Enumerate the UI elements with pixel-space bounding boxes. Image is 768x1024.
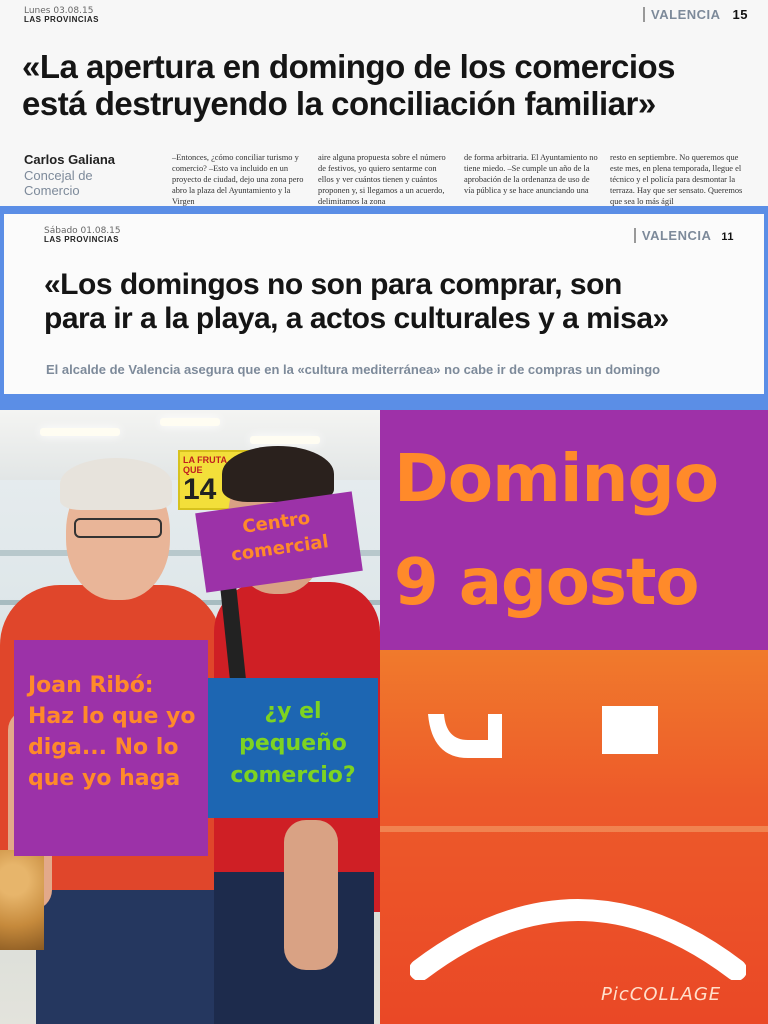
headline — [22, 48, 762, 122]
glasses — [74, 518, 162, 538]
divider — [0, 394, 768, 410]
article-column: aire alguna propuesta sobre el número de festivos, yo quiero sentarme con ellos y ver cuántos tienen y cuántos proponen y, si llegamos a un acuerdo, delimitamos la zona — [318, 153, 446, 206]
newspaper-name: LAS PROVINCIAS — [44, 235, 120, 244]
person-left-hair — [60, 458, 172, 510]
piccollage-watermark: PicCOLLAGE — [601, 984, 722, 1005]
sad-face-mouth-icon — [410, 880, 746, 980]
section-name: VALENCIA — [651, 7, 721, 22]
person-right-arm — [284, 820, 338, 970]
overlay-line: comercio? — [230, 763, 356, 788]
page-number: 11 — [721, 231, 734, 243]
newspaper-clipping-2 — [0, 214, 768, 394]
headline-line-2: está destruyendo la conciliación familiar» — [22, 85, 656, 122]
overlay-joan-ribo — [14, 640, 208, 856]
price-sign-text: LA FRUTA QUE — [183, 455, 227, 475]
clipping-date: Sábado 01.08.15 — [44, 226, 121, 236]
page-number: 15 — [732, 7, 748, 22]
price-sign-price: 14 — [183, 473, 217, 506]
poster-line-2: 9 agosto — [394, 546, 699, 620]
section-label — [643, 7, 748, 22]
article-column: resto en septiembre. No queremos que este mes, en plena temporada, llegue el técnico y el policía para desmontar la terraza. Hay que ser sensato. Queremos que sea lo más ágil — [610, 153, 743, 206]
headline-line-1: «Los domingos no son para comprar, son — [44, 268, 622, 301]
overlay-pequeno-comercio — [208, 678, 378, 818]
bread-display — [0, 850, 44, 950]
article-column: de forma arbitraria. El Ayuntamiento no tiene miedo. –Se cumple un año de la aprobación de la ordenanza de uso de vía pública y se hace anunciando una — [464, 153, 598, 195]
article-column: –Entonces, ¿cómo conciliar turismo y comercio? –Esto va incluido en un proyecto de ciudad, dejo una zona pero abro la plaza del Ayuntamiento y la Virgen — [172, 153, 304, 206]
panel-band — [380, 826, 768, 832]
overlay-line: que yo haga — [28, 766, 181, 791]
ceiling-light — [250, 436, 320, 444]
supermarket-photo — [0, 410, 380, 1024]
divider — [0, 206, 768, 214]
sad-face-icon — [424, 706, 506, 768]
overlay-line: Joan Ribó: — [28, 673, 154, 698]
headline-line-1: «La apertura en domingo de los comercios — [22, 48, 676, 85]
newspaper-clipping-1 — [0, 0, 768, 206]
overlay-line: Haz lo que yo — [28, 704, 196, 729]
subheadline: El alcalde de Valencia asegura que en la «cultura mediterránea» no cabe ir de compras un domingo — [46, 362, 661, 377]
overlay-line: ¿y el — [264, 699, 322, 724]
headline — [44, 268, 744, 336]
headline-line-2: para ir a la playa, a actos culturales y a misa» — [44, 302, 669, 335]
author-role: Concejal de Comercio — [24, 168, 93, 198]
person-right-hair — [222, 446, 334, 502]
section-label — [634, 228, 734, 243]
sad-face-panel — [380, 650, 768, 1024]
overlay-line: comercial — [229, 531, 330, 566]
poster-line-1: Domingo — [394, 440, 719, 517]
newspaper-name: LAS PROVINCIAS — [24, 15, 100, 24]
ceiling-light — [160, 418, 220, 426]
author-name: Carlos Galiana — [24, 152, 116, 167]
overlay-line: Centro — [241, 507, 312, 538]
domingo-panel — [380, 410, 768, 650]
overlay-line: diga... No lo — [28, 735, 179, 760]
sad-face-eye-icon — [602, 706, 658, 754]
clipping-date: Lunes 03.08.15 — [24, 6, 94, 16]
overlay-line: pequeño — [239, 731, 347, 756]
person-left-shorts — [36, 890, 222, 1024]
section-name: VALENCIA — [641, 228, 712, 243]
ceiling-light — [40, 428, 120, 436]
